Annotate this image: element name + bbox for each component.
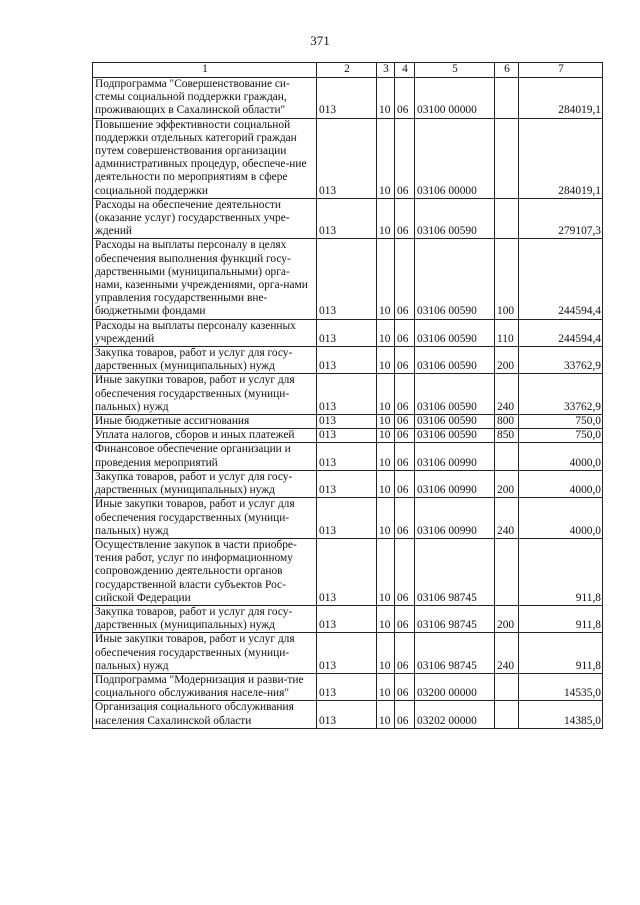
- amount-value: 911,8: [519, 633, 603, 674]
- section-code: 10: [377, 701, 395, 728]
- expense-type-code: [495, 118, 519, 198]
- item-name: Закупка товаров, работ и услуг для госу-дарственных (муниципальных) нужд: [93, 347, 317, 374]
- section-code: 10: [377, 429, 395, 443]
- expense-type-code: 200: [495, 347, 519, 374]
- table-row: [93, 538, 603, 605]
- expense-type-code: 240: [495, 498, 519, 539]
- target-article-code: 03106 00590: [415, 374, 495, 415]
- subsection-code: 06: [395, 470, 415, 497]
- table-row: [93, 498, 603, 539]
- expense-type-code: 800: [495, 415, 519, 429]
- table-row: [93, 701, 603, 728]
- section-code: 10: [377, 78, 395, 119]
- column-header: 1: [93, 63, 317, 78]
- section-code: 10: [377, 470, 395, 497]
- subsection-code: 06: [395, 633, 415, 674]
- subsection-code: 06: [395, 319, 415, 346]
- budget-table: [92, 62, 603, 729]
- ministry-code: 013: [317, 498, 377, 539]
- ministry-code: 013: [317, 78, 377, 119]
- target-article-code: 03106 98745: [415, 605, 495, 632]
- section-code: 10: [377, 415, 395, 429]
- column-header: 4: [395, 63, 415, 78]
- expense-type-code: [495, 673, 519, 700]
- subsection-code: 06: [395, 415, 415, 429]
- ministry-code: 013: [317, 347, 377, 374]
- page-number: 371: [310, 33, 330, 48]
- target-article-code: 03106 00590: [415, 347, 495, 374]
- amount-value: 4000,0: [519, 470, 603, 497]
- section-code: 10: [377, 239, 395, 319]
- ministry-code: 013: [317, 198, 377, 239]
- item-name: Подпрограмма "Совершенствование си-стемы социальной поддержки граждан, проживающих в Сахалинской области": [93, 78, 317, 119]
- item-name: Повышение эффективности социальной поддержки отдельных категорий граждан путем совершенствования организации административных процедур, обеспече-ние деятельности по мероприятиям в сфере социальной поддержки: [93, 118, 317, 198]
- ministry-code: 013: [317, 673, 377, 700]
- ministry-code: 013: [317, 429, 377, 443]
- ministry-code: 013: [317, 538, 377, 605]
- target-article-code: 03100 00000: [415, 78, 495, 119]
- amount-value: 750,0: [519, 415, 603, 429]
- subsection-code: 06: [395, 605, 415, 632]
- table-row: [93, 347, 603, 374]
- section-code: 10: [377, 118, 395, 198]
- subsection-code: 06: [395, 374, 415, 415]
- expense-type-code: [495, 78, 519, 119]
- amount-value: 244594,4: [519, 239, 603, 319]
- item-name: Иные закупки товаров, работ и услуг для обеспечения государственных (муници-пальных) нужд: [93, 633, 317, 674]
- section-code: 10: [377, 538, 395, 605]
- target-article-code: 03106 00590: [415, 239, 495, 319]
- section-code: 10: [377, 319, 395, 346]
- subsection-code: 06: [395, 673, 415, 700]
- ministry-code: 013: [317, 443, 377, 470]
- table-row: [93, 198, 603, 239]
- amount-value: 911,8: [519, 538, 603, 605]
- expense-type-code: 200: [495, 470, 519, 497]
- target-article-code: 03200 00000: [415, 673, 495, 700]
- amount-value: 4000,0: [519, 443, 603, 470]
- expense-type-code: [495, 701, 519, 728]
- column-header: 5: [415, 63, 495, 78]
- column-header: 6: [495, 63, 519, 78]
- section-code: 10: [377, 673, 395, 700]
- column-header: 3: [377, 63, 395, 78]
- header-row: [93, 63, 603, 78]
- column-header: 2: [317, 63, 377, 78]
- item-name: Уплата налогов, сборов и иных платежей: [93, 429, 317, 443]
- target-article-code: 03106 00990: [415, 470, 495, 497]
- table-header: [93, 63, 603, 78]
- item-name: Подпрограмма "Модернизация и разви-тие социального обслуживания населе-ния": [93, 673, 317, 700]
- expense-type-code: 200: [495, 605, 519, 632]
- amount-value: 284019,1: [519, 118, 603, 198]
- subsection-code: 06: [395, 347, 415, 374]
- table-row: [93, 118, 603, 198]
- target-article-code: 03106 98745: [415, 633, 495, 674]
- table-row: [93, 415, 603, 429]
- target-article-code: 03106 00000: [415, 118, 495, 198]
- expense-type-code: 110: [495, 319, 519, 346]
- column-header: 7: [519, 63, 603, 78]
- target-article-code: 03106 00590: [415, 429, 495, 443]
- ministry-code: 013: [317, 701, 377, 728]
- target-article-code: 03106 98745: [415, 538, 495, 605]
- table-row: [93, 470, 603, 497]
- amount-value: 14385,0: [519, 701, 603, 728]
- section-code: 10: [377, 443, 395, 470]
- subsection-code: 06: [395, 198, 415, 239]
- expense-type-code: [495, 198, 519, 239]
- table-row: [93, 239, 603, 319]
- amount-value: 14535,0: [519, 673, 603, 700]
- section-code: 10: [377, 347, 395, 374]
- target-article-code: 03106 00990: [415, 443, 495, 470]
- target-article-code: 03106 00590: [415, 198, 495, 239]
- item-name: Финансовое обеспечение организации и проведения мероприятий: [93, 443, 317, 470]
- amount-value: 4000,0: [519, 498, 603, 539]
- target-article-code: 03106 00990: [415, 498, 495, 539]
- section-code: 10: [377, 374, 395, 415]
- subsection-code: 06: [395, 239, 415, 319]
- ministry-code: 013: [317, 239, 377, 319]
- ministry-code: 013: [317, 470, 377, 497]
- amount-value: 750,0: [519, 429, 603, 443]
- expense-type-code: [495, 443, 519, 470]
- section-code: 10: [377, 498, 395, 539]
- item-name: Закупка товаров, работ и услуг для госу-дарственных (муниципальных) нужд: [93, 605, 317, 632]
- item-name: Иные закупки товаров, работ и услуг для обеспечения государственных (муници-пальных) нужд: [93, 374, 317, 415]
- ministry-code: 013: [317, 118, 377, 198]
- item-name: Иные бюджетные ассигнования: [93, 415, 317, 429]
- subsection-code: 06: [395, 118, 415, 198]
- amount-value: 33762,9: [519, 347, 603, 374]
- target-article-code: 03106 00590: [415, 415, 495, 429]
- subsection-code: 06: [395, 443, 415, 470]
- expense-type-code: 850: [495, 429, 519, 443]
- item-name: Иные закупки товаров, работ и услуг для обеспечения государственных (муници-пальных) нужд: [93, 498, 317, 539]
- table-row: [93, 673, 603, 700]
- subsection-code: 06: [395, 538, 415, 605]
- amount-value: 911,8: [519, 605, 603, 632]
- expense-type-code: 100: [495, 239, 519, 319]
- item-name: Организация социального обслуживания населения Сахалинской области: [93, 701, 317, 728]
- table-body: [93, 78, 603, 729]
- ministry-code: 013: [317, 415, 377, 429]
- expense-type-code: 240: [495, 374, 519, 415]
- item-name: Расходы на обеспечение деятельности (оказание услуг) государственных учре-ждений: [93, 198, 317, 239]
- subsection-code: 06: [395, 429, 415, 443]
- target-article-code: 03202 00000: [415, 701, 495, 728]
- table-row: [93, 319, 603, 346]
- table-row: [93, 78, 603, 119]
- amount-value: 33762,9: [519, 374, 603, 415]
- section-code: 10: [377, 605, 395, 632]
- table-row: [93, 605, 603, 632]
- item-name: Закупка товаров, работ и услуг для госу-дарственных (муниципальных) нужд: [93, 470, 317, 497]
- amount-value: 284019,1: [519, 78, 603, 119]
- expense-type-code: [495, 538, 519, 605]
- section-code: 10: [377, 198, 395, 239]
- target-article-code: 03106 00590: [415, 319, 495, 346]
- section-code: 10: [377, 633, 395, 674]
- ministry-code: 013: [317, 633, 377, 674]
- table-row: [93, 374, 603, 415]
- ministry-code: 013: [317, 374, 377, 415]
- subsection-code: 06: [395, 498, 415, 539]
- subsection-code: 06: [395, 701, 415, 728]
- item-name: Осуществление закупок в части приобре-тения работ, услуг по информационному сопровождению деятельности органов государственной власти субъектов Рос-сийской Федерации: [93, 538, 317, 605]
- item-name: Расходы на выплаты персоналу в целях обеспечения выполнения функций госу-дарственными (муниципальными) орга-нами, казенными учреждениями, орга-нами управления государственными вне-бюджетными фондами: [93, 239, 317, 319]
- amount-value: 279107,3: [519, 198, 603, 239]
- amount-value: 244594,4: [519, 319, 603, 346]
- ministry-code: 013: [317, 605, 377, 632]
- table-row: [93, 429, 603, 443]
- ministry-code: 013: [317, 319, 377, 346]
- item-name: Расходы на выплаты персоналу казенных учреждений: [93, 319, 317, 346]
- expense-type-code: 240: [495, 633, 519, 674]
- subsection-code: 06: [395, 78, 415, 119]
- table-row: [93, 443, 603, 470]
- table-row: [93, 633, 603, 674]
